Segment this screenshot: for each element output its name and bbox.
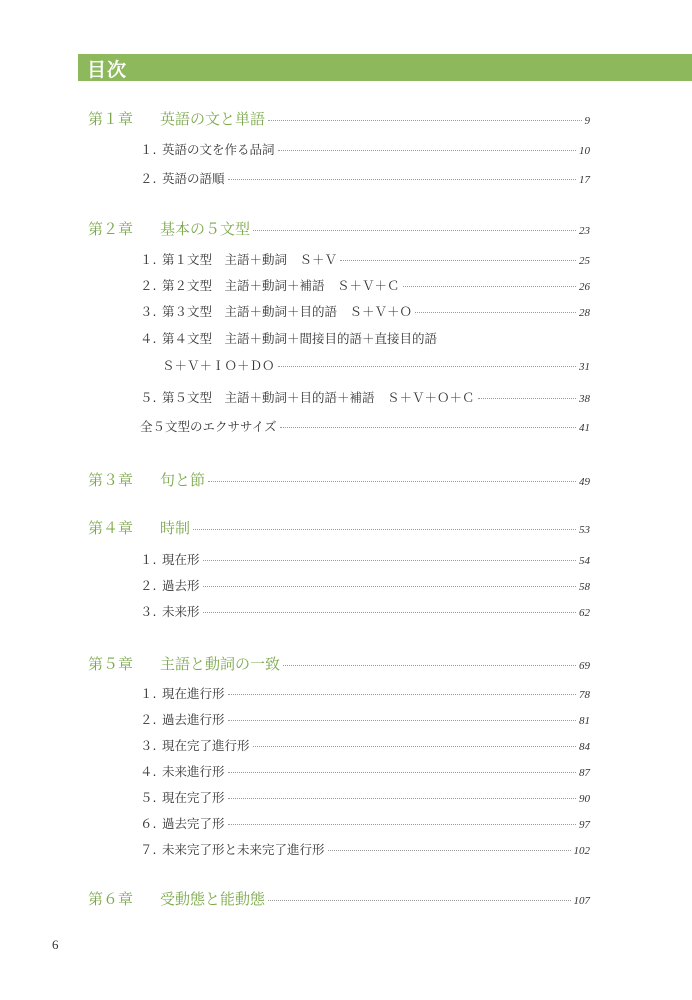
section-number: ２. bbox=[140, 578, 157, 593]
leader-dots bbox=[228, 720, 576, 721]
page-ref: 28 bbox=[579, 307, 590, 319]
chapter-title: 受動態と能動態 bbox=[160, 890, 266, 908]
page-ref: 23 bbox=[579, 225, 590, 237]
toc-section[interactable] bbox=[140, 684, 590, 702]
toc-section[interactable] bbox=[140, 388, 590, 406]
page-ref: 62 bbox=[579, 607, 590, 619]
leader-dots bbox=[403, 286, 576, 287]
page-ref: 53 bbox=[579, 524, 590, 536]
section-title-continued: Ｓ＋Ｖ＋ＩＯ＋ＤＯ bbox=[162, 358, 275, 373]
toc-section[interactable] bbox=[140, 736, 590, 754]
section-title: 現在完了進行形 bbox=[162, 738, 250, 753]
page-ref: 102 bbox=[573, 845, 590, 857]
section-title: 第５文型 主語＋動詞＋目的語＋補語 Ｓ＋Ｖ＋Ｏ＋Ｃ bbox=[162, 390, 475, 405]
section-number: １. bbox=[140, 686, 157, 701]
page-ref: 58 bbox=[579, 581, 590, 593]
leader-dots bbox=[228, 179, 576, 180]
chapter-number: 第５章 bbox=[88, 655, 134, 673]
section-title: 現在形 bbox=[162, 552, 200, 567]
toc-section[interactable] bbox=[140, 417, 590, 435]
toc-header-bar bbox=[78, 54, 692, 81]
chapter-title: 英語の文と単語 bbox=[160, 110, 266, 128]
page-ref: 81 bbox=[579, 715, 590, 727]
leader-dots bbox=[203, 586, 576, 587]
section-title: 全５文型のエクササイズ bbox=[140, 419, 277, 434]
toc-section[interactable] bbox=[140, 762, 590, 780]
leader-dots bbox=[415, 312, 576, 313]
section-title: 未来形 bbox=[162, 604, 200, 619]
section-title: 第１文型 主語＋動詞 Ｓ＋Ｖ bbox=[162, 252, 338, 267]
chapter-title: 時制 bbox=[160, 519, 191, 537]
section-title: 現在完了形 bbox=[162, 790, 225, 805]
toc-section-continued[interactable] bbox=[162, 356, 590, 374]
page-ref: 9 bbox=[584, 115, 590, 127]
leader-dots bbox=[268, 900, 570, 901]
page-ref: 31 bbox=[579, 361, 590, 373]
leader-dots bbox=[208, 481, 576, 482]
leader-dots bbox=[253, 746, 576, 747]
section-number: ７. bbox=[140, 842, 157, 857]
page-ref: 87 bbox=[579, 767, 590, 779]
section-number: ４. bbox=[140, 331, 157, 346]
toc-section[interactable] bbox=[140, 302, 590, 320]
section-number: ３. bbox=[140, 738, 157, 753]
page-ref: 69 bbox=[579, 660, 590, 672]
leader-dots bbox=[268, 120, 581, 121]
leader-dots bbox=[280, 427, 576, 428]
toc-chapter-1[interactable] bbox=[88, 108, 590, 129]
section-number: １. bbox=[140, 252, 157, 267]
leader-dots bbox=[278, 366, 576, 367]
chapter-title: 句と節 bbox=[160, 471, 206, 489]
section-number: ２. bbox=[140, 712, 157, 727]
page-ref: 49 bbox=[579, 476, 590, 488]
toc-section[interactable] bbox=[140, 329, 437, 347]
page-ref: 10 bbox=[579, 145, 590, 157]
leader-dots bbox=[203, 560, 576, 561]
chapter-title: 基本の５文型 bbox=[160, 220, 251, 238]
page-ref: 107 bbox=[573, 895, 590, 907]
chapter-number: 第４章 bbox=[88, 519, 134, 537]
page-ref: 17 bbox=[579, 174, 590, 186]
leader-dots bbox=[193, 529, 576, 530]
chapter-number: 第６章 bbox=[88, 890, 134, 908]
section-title: 第３文型 主語＋動詞＋目的語 Ｓ＋Ｖ＋Ｏ bbox=[162, 304, 413, 319]
section-title: 第４文型 主語＋動詞＋間接目的語＋直接目的語 bbox=[162, 331, 438, 346]
page-ref: 84 bbox=[579, 741, 590, 753]
leader-dots bbox=[278, 150, 576, 151]
chapter-number: 第１章 bbox=[88, 110, 134, 128]
section-number: ３. bbox=[140, 304, 157, 319]
section-title: 現在進行形 bbox=[162, 686, 225, 701]
toc-section[interactable] bbox=[140, 788, 590, 806]
leader-dots bbox=[478, 398, 576, 399]
page-ref: 90 bbox=[579, 793, 590, 805]
toc-chapter-4[interactable] bbox=[88, 517, 590, 538]
toc-section[interactable] bbox=[140, 602, 590, 620]
section-number: ４. bbox=[140, 764, 157, 779]
section-title: 英語の語順 bbox=[162, 171, 225, 186]
toc-section[interactable] bbox=[140, 550, 590, 568]
page-ref: 25 bbox=[579, 255, 590, 267]
section-number: １. bbox=[140, 552, 157, 567]
toc-chapter-6[interactable] bbox=[88, 888, 590, 909]
section-title: 英語の文を作る品詞 bbox=[162, 142, 275, 157]
section-number: ２. bbox=[140, 278, 157, 293]
chapter-number: 第２章 bbox=[88, 220, 134, 238]
page-ref: 78 bbox=[579, 689, 590, 701]
leader-dots bbox=[203, 612, 576, 613]
toc-chapter-2[interactable] bbox=[88, 218, 590, 239]
section-number: ２. bbox=[140, 171, 157, 186]
leader-dots bbox=[340, 260, 576, 261]
chapter-title: 主語と動詞の一致 bbox=[160, 655, 281, 673]
toc-section[interactable] bbox=[140, 250, 590, 268]
toc-section[interactable] bbox=[140, 814, 590, 832]
page-ref: 54 bbox=[579, 555, 590, 567]
leader-dots bbox=[228, 694, 576, 695]
toc-section[interactable] bbox=[140, 276, 590, 294]
page-ref: 97 bbox=[579, 819, 590, 831]
section-number: ５. bbox=[140, 790, 157, 805]
toc-section[interactable] bbox=[140, 576, 590, 594]
section-title: 過去完了形 bbox=[162, 816, 225, 831]
toc-section[interactable] bbox=[140, 710, 590, 728]
section-number: ３. bbox=[140, 604, 157, 619]
toc-chapter-3[interactable] bbox=[88, 469, 590, 490]
section-title: 過去形 bbox=[162, 578, 200, 593]
leader-dots bbox=[253, 230, 576, 231]
toc-section[interactable] bbox=[140, 140, 590, 158]
toc-section[interactable] bbox=[140, 169, 590, 187]
section-number: ６. bbox=[140, 816, 157, 831]
leader-dots bbox=[228, 798, 576, 799]
page-number: 6 bbox=[52, 937, 59, 952]
page-ref: 41 bbox=[579, 422, 590, 434]
chapter-number: 第３章 bbox=[88, 471, 134, 489]
section-title: 未来進行形 bbox=[162, 764, 225, 779]
section-title: 未来完了形と未来完了進行形 bbox=[162, 842, 325, 857]
section-title: 第２文型 主語＋動詞＋補語 Ｓ＋Ｖ＋Ｃ bbox=[162, 278, 400, 293]
page-ref: 26 bbox=[579, 281, 590, 293]
page-ref: 38 bbox=[579, 393, 590, 405]
section-number: ５. bbox=[140, 390, 157, 405]
toc-section[interactable] bbox=[140, 840, 590, 858]
toc-title: 目次 bbox=[87, 59, 128, 81]
section-title: 過去進行形 bbox=[162, 712, 225, 727]
section-number: １. bbox=[140, 142, 157, 157]
leader-dots bbox=[228, 772, 576, 773]
leader-dots bbox=[328, 850, 571, 851]
leader-dots bbox=[228, 824, 576, 825]
leader-dots bbox=[283, 665, 576, 666]
toc-chapter-5[interactable] bbox=[88, 653, 590, 674]
